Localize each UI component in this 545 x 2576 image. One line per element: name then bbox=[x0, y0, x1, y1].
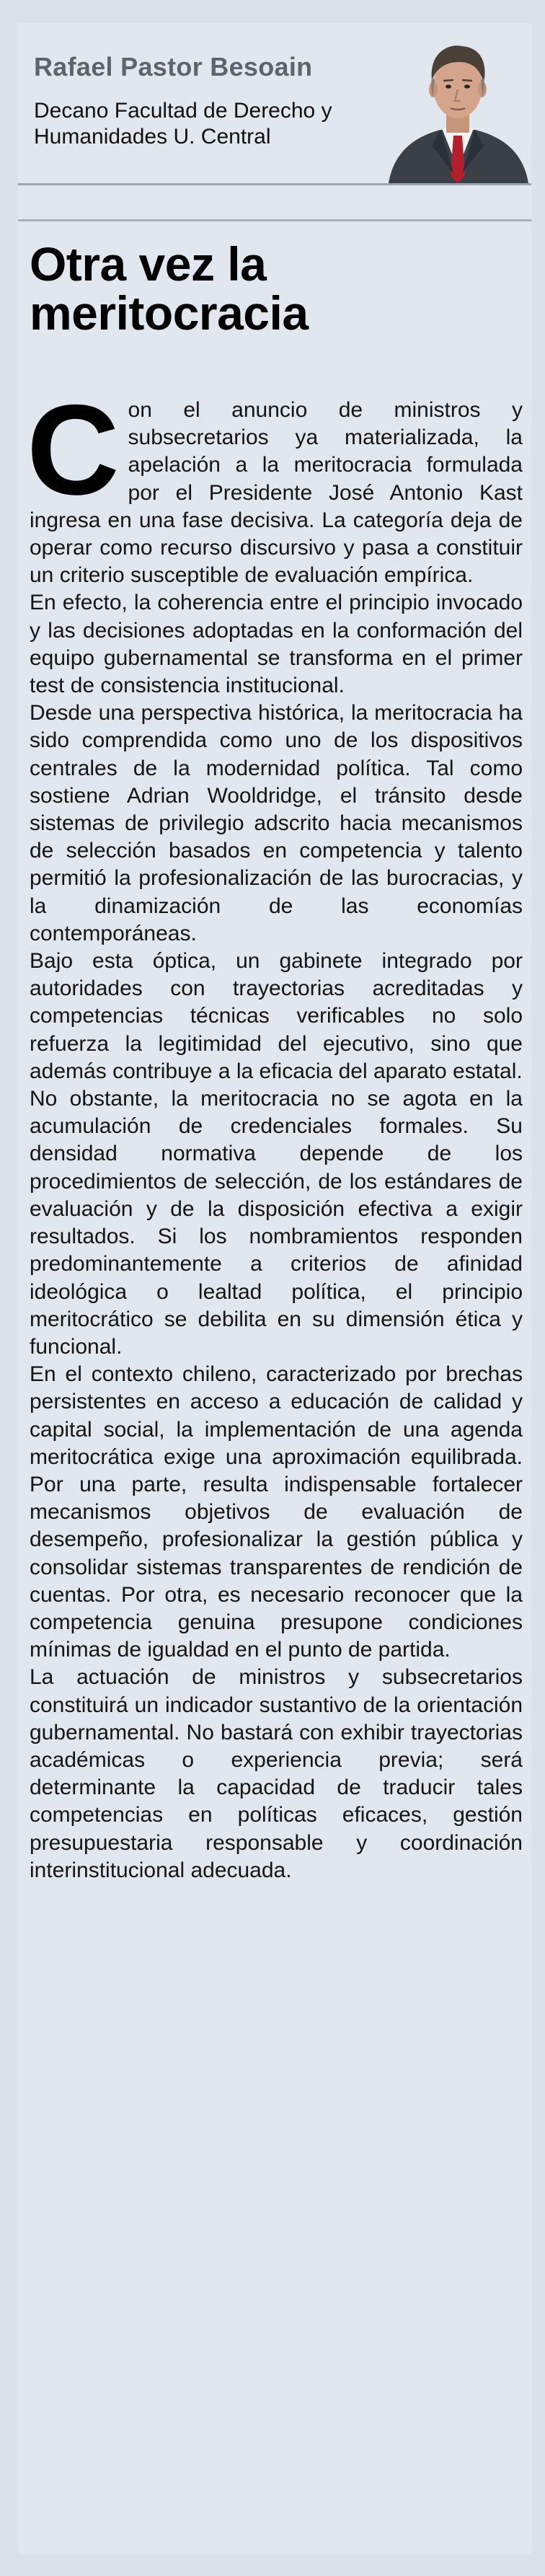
paragraph-1 bbox=[27, 378, 523, 589]
paragraph-6: En el contexto chileno, caracterizado por brechas persistentes en acceso a educación de calidad y capital social, la implementación de una agenda meritocrática exige una aproximación equilibrada. Por una parte, resulta indispensable fortalecer mecanismos objetivos de evaluación de desempeño, profesionalizar la gestión pública y consolidar sistemas transparentes de rendición de cuentas. Por otra, es necesario reconocer que la competencia genuina presupone condiciones mínimas de igualdad en el punto de partida. bbox=[30, 1362, 523, 1662]
paragraph-1-text: on el anuncio de ministros y subsecretarios ya materializada, la apelación a la meritocracia formulada por el Presidente José Antonio Kast ingresa en una fase decisiva. La categoría deja de operar como recurso discursivo y pasa a constituir un criterio susceptible de evaluación empírica. bbox=[30, 398, 523, 588]
article-body bbox=[27, 378, 523, 1884]
author-name: Rafael Pastor Besoain bbox=[34, 52, 313, 81]
author-role bbox=[34, 98, 332, 150]
author-role-line-1: Decano Facultad de Derecho y bbox=[34, 99, 332, 123]
article-title-line-2: meritocracia bbox=[30, 286, 309, 340]
author-role-line-2: Humanidades U. Central bbox=[34, 125, 271, 149]
article-title bbox=[30, 239, 309, 338]
paragraph-2: En efecto, la coherencia entre el principio invocado y las decisiones adoptadas en la conformación del equipo gubernamental se transforma en el primer test de consistencia institucional. bbox=[30, 591, 523, 698]
author-header bbox=[18, 23, 531, 185]
paragraph-5: No obstante, la meritocracia no se agota en la acumulación de credenciales formales. Su densidad normativa depende de los procedimientos de selección, de los estándares de evaluación y de la disposición efectiva a exigir resultados. Si los nombramientos responden predominantemente a criterios de afinidad ideológica o lealtad política, el principio meritocrático se debilita en su dimensión ética y funcional. bbox=[30, 1087, 523, 1359]
opinion-column bbox=[18, 23, 531, 2554]
title-divider bbox=[18, 219, 531, 221]
article-title-line-1: Otra vez la bbox=[30, 237, 267, 291]
paragraph-7: La actuación de ministros y subsecretarios constituirá un indicador sustantivo de la orientación gubernamental. No bastará con exhibir trayectorias académicas o experiencia previa; será determinante la capacidad de traducir tales competencias en políticas eficaces, gestión presupuestaria responsable y coordinación interinstitucional adecuada. bbox=[30, 1665, 523, 1882]
paragraph-4: Bajo esta óptica, un gabinete integrado por autoridades con trayectorias acreditadas y competencias técnicas verificables no solo refuerza la legitimidad del ejecutivo, sino que además contribuye a la eficacia del aparato estatal. bbox=[30, 949, 523, 1083]
drop-cap: C bbox=[27, 378, 120, 521]
author-portrait-icon bbox=[384, 27, 531, 183]
paragraph-3: Desde una perspectiva histórica, la meritocracia ha sido comprendida como uno de los dispositivos centrales de la modernidad política. Tal como sostiene Adrian Wooldridge, el tránsito desde sistemas de privilegio adscrito hacia mecanismos de selección basados en competencia y talento permitió la profesionalización de las burocracias, y la dinamización de las economías contemporáneas. bbox=[30, 701, 523, 945]
